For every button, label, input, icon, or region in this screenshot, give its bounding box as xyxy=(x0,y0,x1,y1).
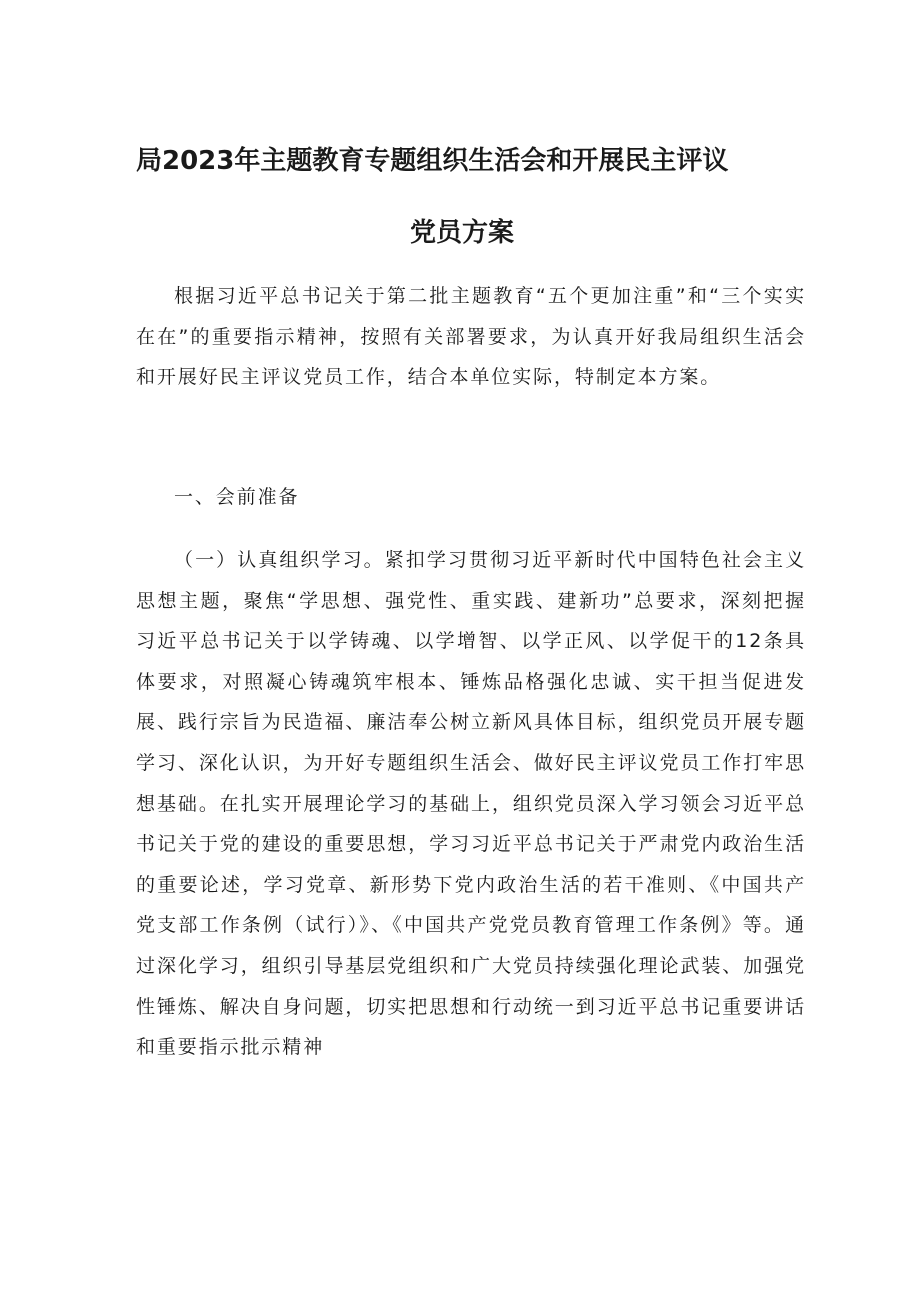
section-1-heading: 一、会前准备 xyxy=(174,486,300,508)
intro-paragraph: 根据习近平总书记关于第二批主题教育“五个更加注重”和“三个实实在在”的重要指示精神，按照有关部署要求，为认真开好我局组织生活会和开展好民主评议党员工作，结合本单位实际，特制定本方案。 xyxy=(136,285,806,389)
section-1-paragraph: （一）认真组织学习。紧扣学习贯彻习近平新时代中国特色社会主义思想主题，聚焦“学思想、强党性、重实践、建新功”总要求，深刻把握习近平总书记关于以学铸魂、以学增智、以学正风、以学促干的12条具体要求，对照凝心铸魂筑牢根本、锤炼品格强化忠诚、实干担当促进发展、践行宗旨为民造福、廉洁奉公树立新风具体目标，组织党员开展专题学习、深化认识，为开好专题组织生活会、做好民主评议党员工作打牢思想基础。在扎实开展理论学习的基础上，组织党员深入学习领会习近平总书记关于党的建设的重要思想，学习习近平总书记关于严肃党内政治生活的重要论述，学习党章、新形势下党内政治生活的若干准则、《中国共产党支部工作条例（试行）》、《中国共产党党员教育管理工作条例》等。通过深化学习，组织引导基层党组织和广大党员持续强化理论武装、加强党性锤炼、解决自身问题，切实把思想和行动统一到习近平总书记重要讲话和重要指示批示精神 xyxy=(136,549,806,1059)
document-title-line-1: 局2023年主题教育专题组织生活会和开展民主评议 xyxy=(136,146,729,176)
document-title-line-2: 党员方案 xyxy=(410,218,515,248)
